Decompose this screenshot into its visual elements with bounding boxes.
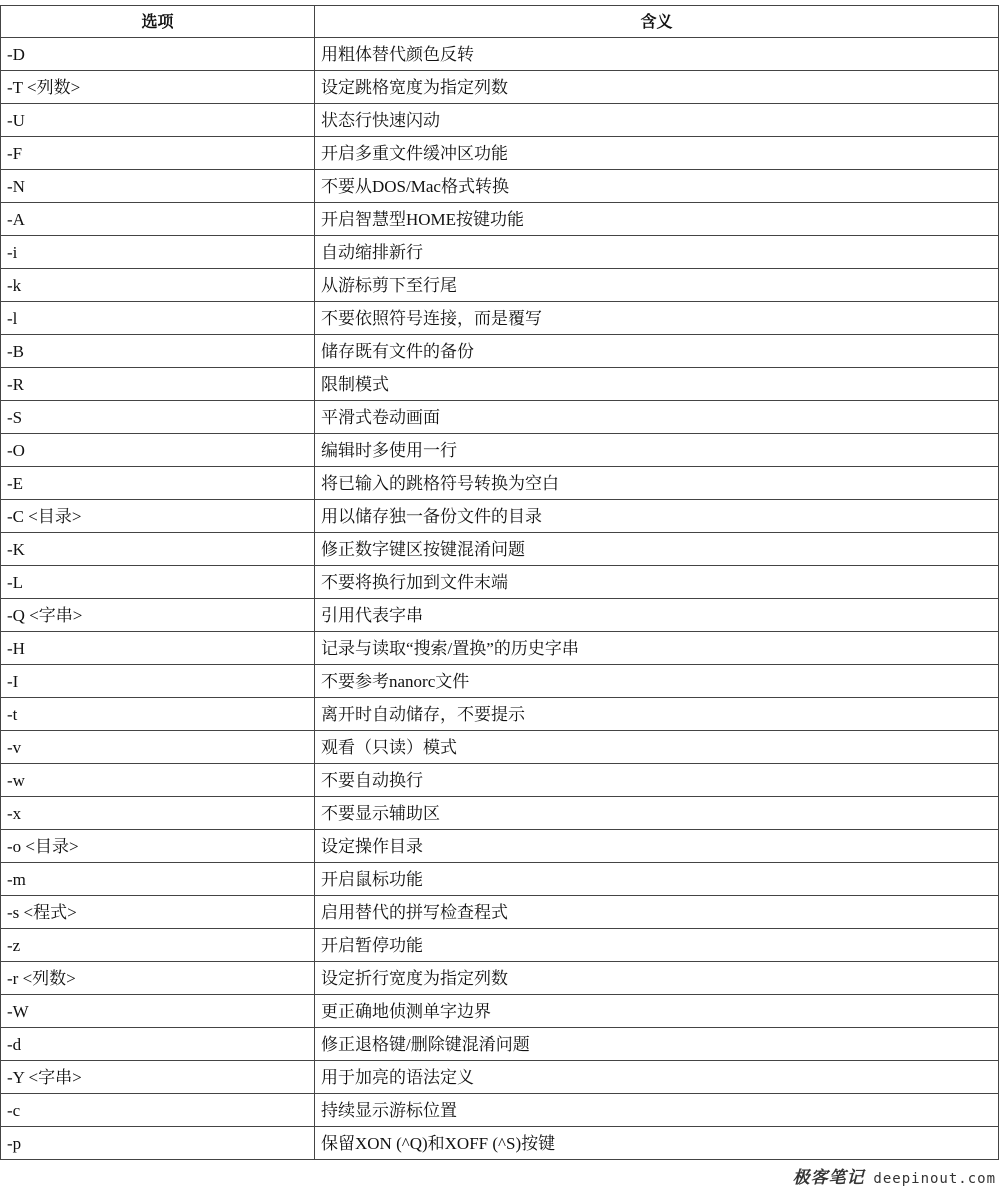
option-cell: -x	[1, 797, 315, 830]
meaning-cell: 开启暂停功能	[315, 929, 999, 962]
option-cell: -w	[1, 764, 315, 797]
table-row	[1, 104, 999, 137]
meaning-cell: 离开时自动储存，不要提示	[315, 698, 999, 731]
option-cell: -r <列数>	[1, 962, 315, 995]
meaning-cell: 持续显示游标位置	[315, 1094, 999, 1127]
option-cell: -o <目录>	[1, 830, 315, 863]
meaning-cell: 将已输入的跳格符号转换为空白	[315, 467, 999, 500]
meaning-cell: 限制模式	[315, 368, 999, 401]
option-cell: -m	[1, 863, 315, 896]
table-row	[1, 566, 999, 599]
option-cell: -B	[1, 335, 315, 368]
header-row	[1, 6, 999, 38]
table-row	[1, 830, 999, 863]
option-cell: -K	[1, 533, 315, 566]
watermark	[793, 1163, 996, 1188]
meaning-cell: 平滑式卷动画面	[315, 401, 999, 434]
option-cell: -F	[1, 137, 315, 170]
option-cell: -I	[1, 665, 315, 698]
table-row	[1, 929, 999, 962]
option-cell: -E	[1, 467, 315, 500]
meaning-cell: 设定操作目录	[315, 830, 999, 863]
meaning-cell: 编辑时多使用一行	[315, 434, 999, 467]
table-row	[1, 71, 999, 104]
option-cell: -T <列数>	[1, 71, 315, 104]
option-cell: -Q <字串>	[1, 599, 315, 632]
meaning-cell: 设定跳格宽度为指定列数	[315, 71, 999, 104]
meaning-cell: 不要将换行加到文件末端	[315, 566, 999, 599]
meaning-cell: 不要从DOS/Mac格式转换	[315, 170, 999, 203]
table-row	[1, 731, 999, 764]
meaning-cell: 保留XON (^Q)和XOFF (^S)按键	[315, 1127, 999, 1160]
option-cell: -A	[1, 203, 315, 236]
option-cell: -W	[1, 995, 315, 1028]
meaning-cell: 更正确地侦测单字边界	[315, 995, 999, 1028]
table-row	[1, 401, 999, 434]
table-row	[1, 269, 999, 302]
table-row	[1, 1127, 999, 1160]
meaning-cell: 不要显示辅助区	[315, 797, 999, 830]
watermark-cn: 极客笔记	[792, 1168, 865, 1188]
table-row	[1, 500, 999, 533]
meaning-cell: 引用代表字串	[315, 599, 999, 632]
table-row	[1, 863, 999, 896]
option-cell: -s <程式>	[1, 896, 315, 929]
watermark-url: deepinout.com	[873, 1171, 996, 1187]
option-cell: -N	[1, 170, 315, 203]
option-cell: -S	[1, 401, 315, 434]
option-cell: -R	[1, 368, 315, 401]
table-row	[1, 236, 999, 269]
meaning-cell: 不要依照符号连接，而是覆写	[315, 302, 999, 335]
option-cell: -D	[1, 38, 315, 71]
table-row	[1, 698, 999, 731]
table-row	[1, 764, 999, 797]
table-row	[1, 335, 999, 368]
meaning-cell: 从游标剪下至行尾	[315, 269, 999, 302]
table-row	[1, 203, 999, 236]
meaning-cell: 不要参考nanorc文件	[315, 665, 999, 698]
table-row	[1, 962, 999, 995]
table-row	[1, 599, 999, 632]
meaning-cell: 启用替代的拼写检查程式	[315, 896, 999, 929]
options-table	[0, 5, 999, 1160]
meaning-cell: 用粗体替代颜色反转	[315, 38, 999, 71]
table-body	[1, 38, 999, 1160]
option-cell: -C <目录>	[1, 500, 315, 533]
meaning-cell: 记录与读取“搜索/置换”的历史字串	[315, 632, 999, 665]
table-row	[1, 38, 999, 71]
option-cell: -t	[1, 698, 315, 731]
table-row	[1, 1028, 999, 1061]
table-row	[1, 170, 999, 203]
option-cell: -H	[1, 632, 315, 665]
meaning-cell: 开启智慧型HOME按键功能	[315, 203, 999, 236]
meaning-cell: 自动缩排新行	[315, 236, 999, 269]
table-row	[1, 434, 999, 467]
table-row	[1, 1094, 999, 1127]
meaning-cell: 不要自动换行	[315, 764, 999, 797]
meaning-cell: 开启鼠标功能	[315, 863, 999, 896]
table-row	[1, 467, 999, 500]
option-cell: -Y <字串>	[1, 1061, 315, 1094]
option-cell: -c	[1, 1094, 315, 1127]
table-row	[1, 797, 999, 830]
option-cell: -L	[1, 566, 315, 599]
meaning-cell: 观看（只读）模式	[315, 731, 999, 764]
table-row	[1, 995, 999, 1028]
option-cell: -k	[1, 269, 315, 302]
meaning-cell: 状态行快速闪动	[315, 104, 999, 137]
meaning-cell: 用以储存独一备份文件的目录	[315, 500, 999, 533]
meaning-cell: 修正数字键区按键混淆问题	[315, 533, 999, 566]
meaning-cell: 储存既有文件的备份	[315, 335, 999, 368]
option-cell: -l	[1, 302, 315, 335]
meaning-cell: 用于加亮的语法定义	[315, 1061, 999, 1094]
option-cell: -U	[1, 104, 315, 137]
table-row	[1, 665, 999, 698]
meaning-cell: 设定折行宽度为指定列数	[315, 962, 999, 995]
meaning-cell: 修正退格键/删除键混淆问题	[315, 1028, 999, 1061]
header-option: 选项	[1, 6, 315, 38]
header-meaning: 含义	[315, 6, 999, 38]
table-row	[1, 533, 999, 566]
table-row	[1, 632, 999, 665]
table-row	[1, 896, 999, 929]
option-cell: -d	[1, 1028, 315, 1061]
option-cell: -O	[1, 434, 315, 467]
option-cell: -p	[1, 1127, 315, 1160]
option-cell: -z	[1, 929, 315, 962]
option-cell: -i	[1, 236, 315, 269]
table-row	[1, 368, 999, 401]
meaning-cell: 开启多重文件缓冲区功能	[315, 137, 999, 170]
table-row	[1, 302, 999, 335]
table-row	[1, 137, 999, 170]
table-row	[1, 1061, 999, 1094]
option-cell: -v	[1, 731, 315, 764]
